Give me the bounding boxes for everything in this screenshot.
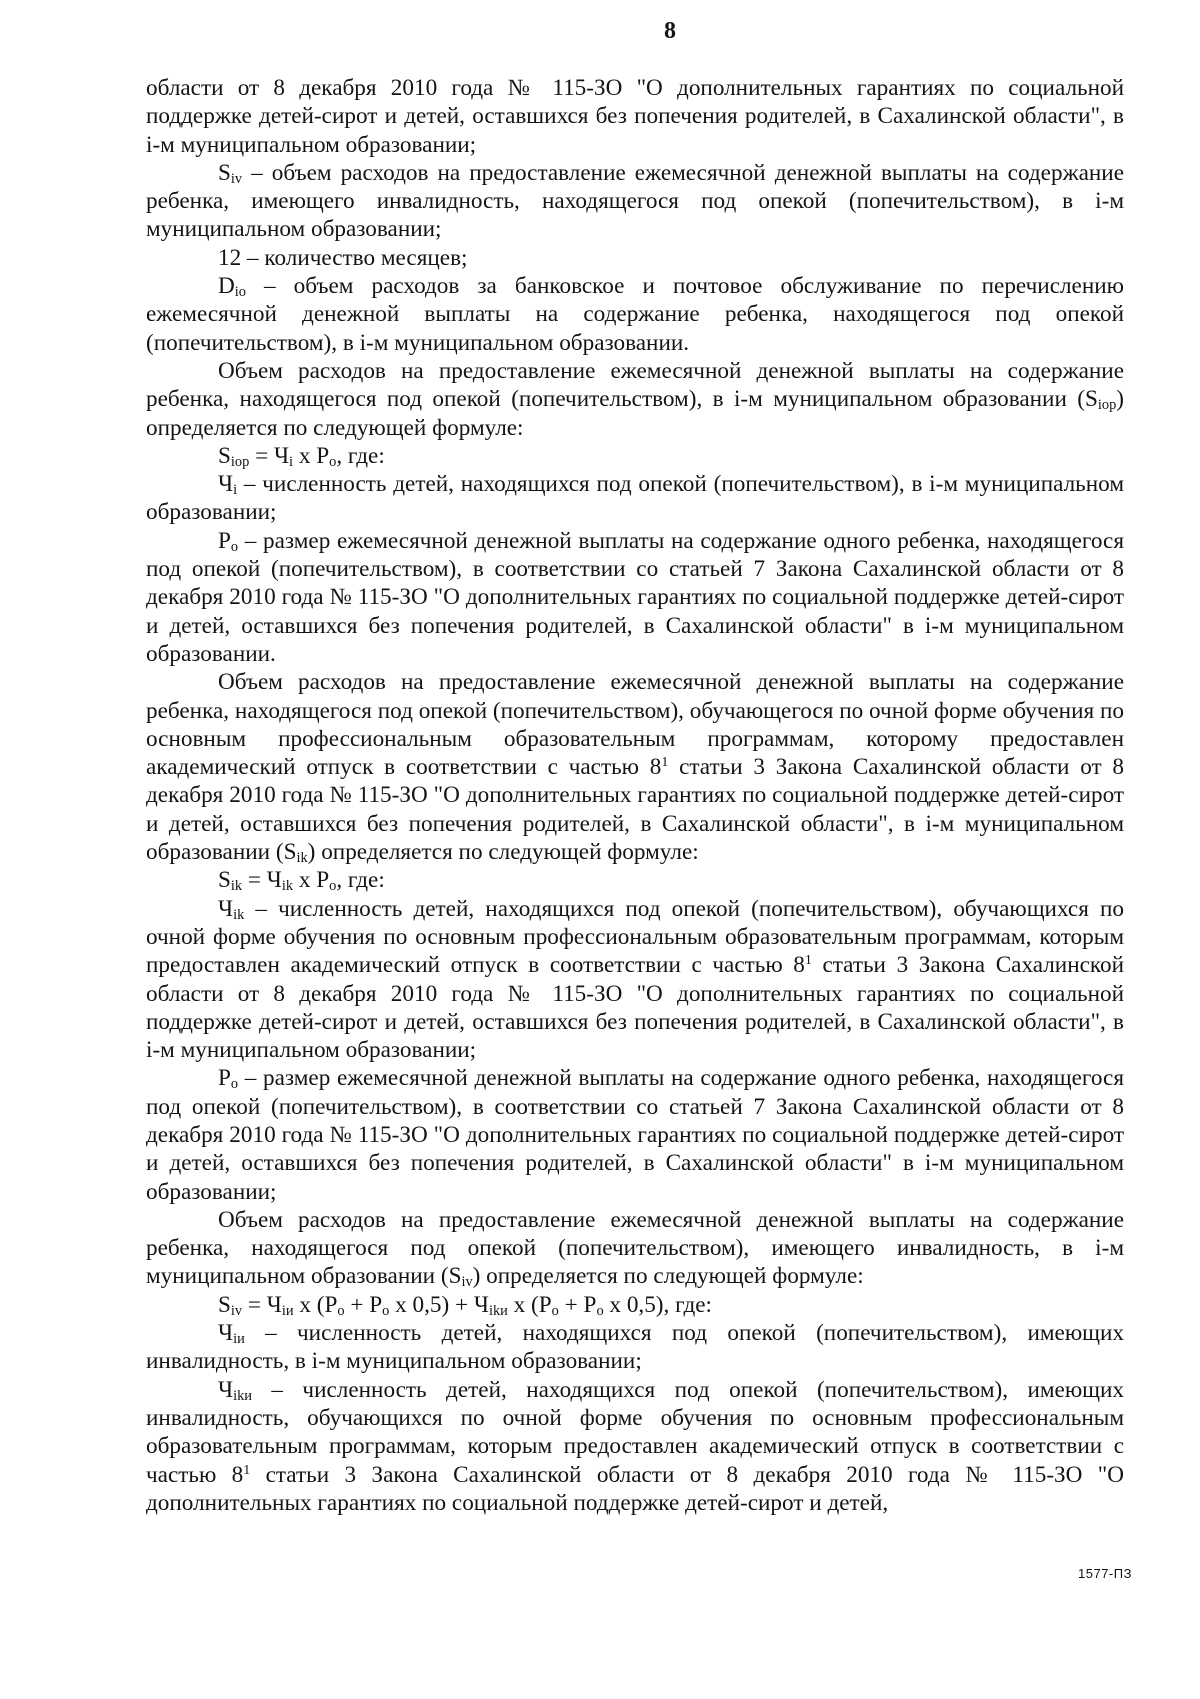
page-number: 8 <box>664 18 676 44</box>
formula: $S_{ik} = Ч_{ik}$ x $P_o$, где: <box>218 867 385 895</box>
paragraph: области от 8 декабря 2010 года № 115-ЗО "О дополнительных гарантиях по социальной поддержке детей-сирот и детей, оставшихся без попечения родителей, в Сахалинской области", в i-м муниципальном образовании; <box>146 75 1124 158</box>
paragraph: $Ч_{ik}$ – численность детей, находящихся под опекой (попечительством), обучающихся по очной форме обучения по основным профессиональным образовательным программам, которым предоставлен академический отпуск в соответствии с частью $8^1$ статьи 3 Закона Сахалинской области от 8 декабря 2010 года № 115-ЗО "О дополнительных гарантиях по социальной поддержке детей-сирот и детей, оставшихся без попечения родителей, в Сахалинской области", в i-м муниципальном образовании; <box>146 895 1125 1064</box>
formula: $S_{iop} = Ч_i$ x $P_o$, где: <box>218 442 385 470</box>
paragraph: $P_o$ – размер ежемесячной денежной выплаты на содержание одного ребенка, находящегося под опекой (попечительством), в соответствии со статьей 7 Закона Сахалинской области от 8 декабря 2010 года № 115-ЗО "О дополнительных гарантиях по социальной поддержке детей-сирот и детей, оставшихся без попечения родителей, в Сахалинской области" в i-м муниципальном образовании. <box>146 527 1124 667</box>
paragraph: 12 – количество месяцев; <box>218 244 468 271</box>
paragraph: Объем расходов на предоставление ежемесячной денежной выплаты на содержание ребенка, находящегося под опекой (попечительством), в i-м муниципальном образовании $(S_{iop})$ определяется по следующей формуле: <box>146 357 1124 441</box>
paragraph: Объем расходов на предоставление ежемесячной денежной выплаты на содержание ребенка, находящегося под опекой (попечительством), имеющего инвалидность, в i-м муниципальном образовании $(S_{iv})$ определяется по следующей формуле: <box>146 1206 1124 1291</box>
document-code: 1577-ПЗ <box>1078 1566 1132 1581</box>
formula: $S_{iv} = Ч_{iи}$ x ($P_o + P_o$ x $0,5) + Ч_{ikи}$ x ($P_o + P_o$ x 0,5), где: <box>218 1291 712 1319</box>
paragraph: $Ч_{ikи}$ – численность детей, находящихся под опекой (попечительством), имеющих инвалидность, обучающихся по очной форме обучения по основным профессиональным образовательным программам, которым предоставлен академический отпуск в соответствии с частью $8^1$ статьи 3 Закона Сахалинской области от 8 декабря 2010 года № 115-ЗО "О дополнительных гарантиях по социальной поддержке детей-сирот и детей, <box>146 1376 1125 1516</box>
paragraph: $Ч_i$ – численность детей, находящихся под опекой (попечительством), в i-м муниципальном образовании; <box>146 471 1124 526</box>
paragraph: Объем расходов на предоставление ежемесячной денежной выплаты на содержание ребенка, находящегося под опекой (попечительством), обучающегося по очной форме обучения по основным профессиональным образовательным программам, которому предоставлен академический отпуск в соответствии с частью $8^1$ статьи 3 Закона Сахалинской области от 8 декабря 2010 года № 115-ЗО "О дополнительных гарантиях по социальной поддержке детей-сирот и детей, оставшихся без попечения родителей, в Сахалинской области", в i-м муниципальном образовании $(S_{ik})$ определяется по следующей формуле: <box>146 669 1124 867</box>
paragraph: $D_{io}$ – объем расходов за банковское и почтовое обслуживание по перечислению ежемесячной денежной выплаты на содержание ребенка, находящегося под опекой (попечительством), в i-м муниципальном образовании. <box>146 273 1124 356</box>
document-body <box>146 74 1124 1517</box>
paragraph: $P_o$ – размер ежемесячной денежной выплаты на содержание одного ребенка, находящегося под опекой (попечительством), в соответствии со статьей 7 Закона Сахалинской области от 8 декабря 2010 года № 115-ЗО "О дополнительных гарантиях по социальной поддержке детей-сирот и детей, оставшихся без попечения родителей, в Сахалинской области" в i-м муниципальном образовании; <box>146 1065 1124 1205</box>
paragraph: $Ч_{iи}$ – численность детей, находящихся под опекой (попечительством), имеющих инвалидность, в i-м муниципальном образовании; <box>146 1320 1124 1375</box>
paragraph: $S_{iv}$ – объем расходов на предоставление ежемесячной денежной выплаты на содержание ребенка, имеющего инвалидность, находящегося под опекой (попечительством), в i-м муниципальном образовании; <box>146 159 1124 243</box>
